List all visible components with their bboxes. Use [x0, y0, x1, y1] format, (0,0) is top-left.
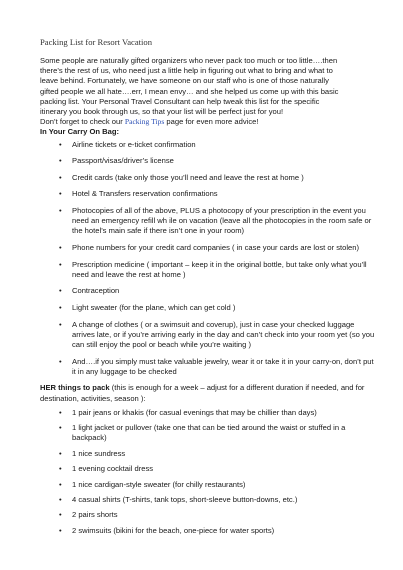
- list-item: • Light sweater (for the plane, which can get cold ): [72, 303, 379, 313]
- intro-line: gifted people we all hate….err, I mean envy… and she helped us come up with this basic: [40, 86, 339, 96]
- list-item: • Contraception: [72, 286, 379, 296]
- her-heading-rest: (this is enough for a week – adjust for a different duration if needed, and for destination, activities, season ):: [40, 383, 365, 403]
- intro-line: leave behind. Fortunately, we have someone on our staff who is one of those naturally: [40, 76, 329, 86]
- check-prefix: Don’t forget to check our: [40, 117, 125, 127]
- her-list: [40, 408, 379, 536]
- list-item: • 1 nice cardigan-style sweater (for chilly restaurants): [72, 480, 379, 490]
- intro-line: itinerary you book through us, so that your list will be perfect just for you!: [40, 107, 284, 117]
- list-item: • Hotel & Transfers reservation confirmations: [72, 189, 379, 199]
- list-item: • Credit cards (take only those you’ll need and leave the rest at home ): [72, 173, 379, 183]
- list-item: • Prescription medicine ( important – keep it in the original bottle, but take only what you’ll need and leave the rest at home ): [72, 260, 379, 280]
- list-item: • Photocopies of all of the above, PLUS a photocopy of your prescription in the event you need an emergency refill wh ile on vacation (leave all the photocopies in the room safe or the hotel’s main safe if there isn’t one in your room): [72, 206, 379, 237]
- list-item: • Phone numbers for your credit card companies ( in case your cards are lost or stolen): [72, 243, 379, 253]
- list-item: • A change of clothes ( or a swimsuit and coverup), just in case your checked luggage arrives late, or if you’re arriving early in the day and can’t check into your room yet (so you can still enjoy the pool or beach while you’re waiting ): [72, 320, 379, 351]
- intro-line: Some people are naturally gifted organizers who never pack too much or too little….then: [40, 56, 338, 65]
- list-item: • Passport/visas/driver’s license: [72, 156, 379, 166]
- intro-paragraph: [40, 56, 379, 127]
- list-item: • Airline tickets or e-ticket confirmation: [72, 140, 379, 150]
- list-item: • 2 pairs shorts: [72, 510, 379, 520]
- intro-line: packing list. Your Personal Travel Consultant can help tweak this list for the specific: [40, 96, 320, 106]
- carry-on-list: [40, 140, 379, 377]
- packing-tips-link[interactable]: Packing Tips: [124, 117, 165, 127]
- list-item: • 1 evening cocktail dress: [72, 464, 379, 474]
- list-item: • 1 pair jeans or khakis (for casual evenings that may be chillier than days): [72, 408, 379, 418]
- list-item: • 2 swimsuits (bikini for the beach, one-piece for water sports): [72, 526, 379, 536]
- list-item: • 1 light jacket or pullover (take one that can be tied around the waist or stuffed in a backpack): [72, 423, 379, 443]
- her-heading-bold: HER things to pack: [40, 383, 110, 393]
- list-item: • 4 casual shirts (T-shirts, tank tops, short-sleeve button-downs, etc.): [72, 495, 379, 505]
- check-suffix: page for even more advice!: [164, 117, 259, 127]
- her-heading: [40, 383, 379, 403]
- intro-line: there’s the rest of us, who need just a little help in figuring out what to bring and what to: [40, 66, 333, 76]
- list-item: • 1 nice sundress: [72, 449, 379, 459]
- list-item: • And….if you simply must take valuable jewelry, wear it or take it in your carry-on, don’t put it in any luggage to be checked: [72, 357, 379, 377]
- document-title: Packing List for Resort Vacation: [40, 37, 153, 47]
- carry-on-heading: In Your Carry On Bag:: [40, 127, 120, 137]
